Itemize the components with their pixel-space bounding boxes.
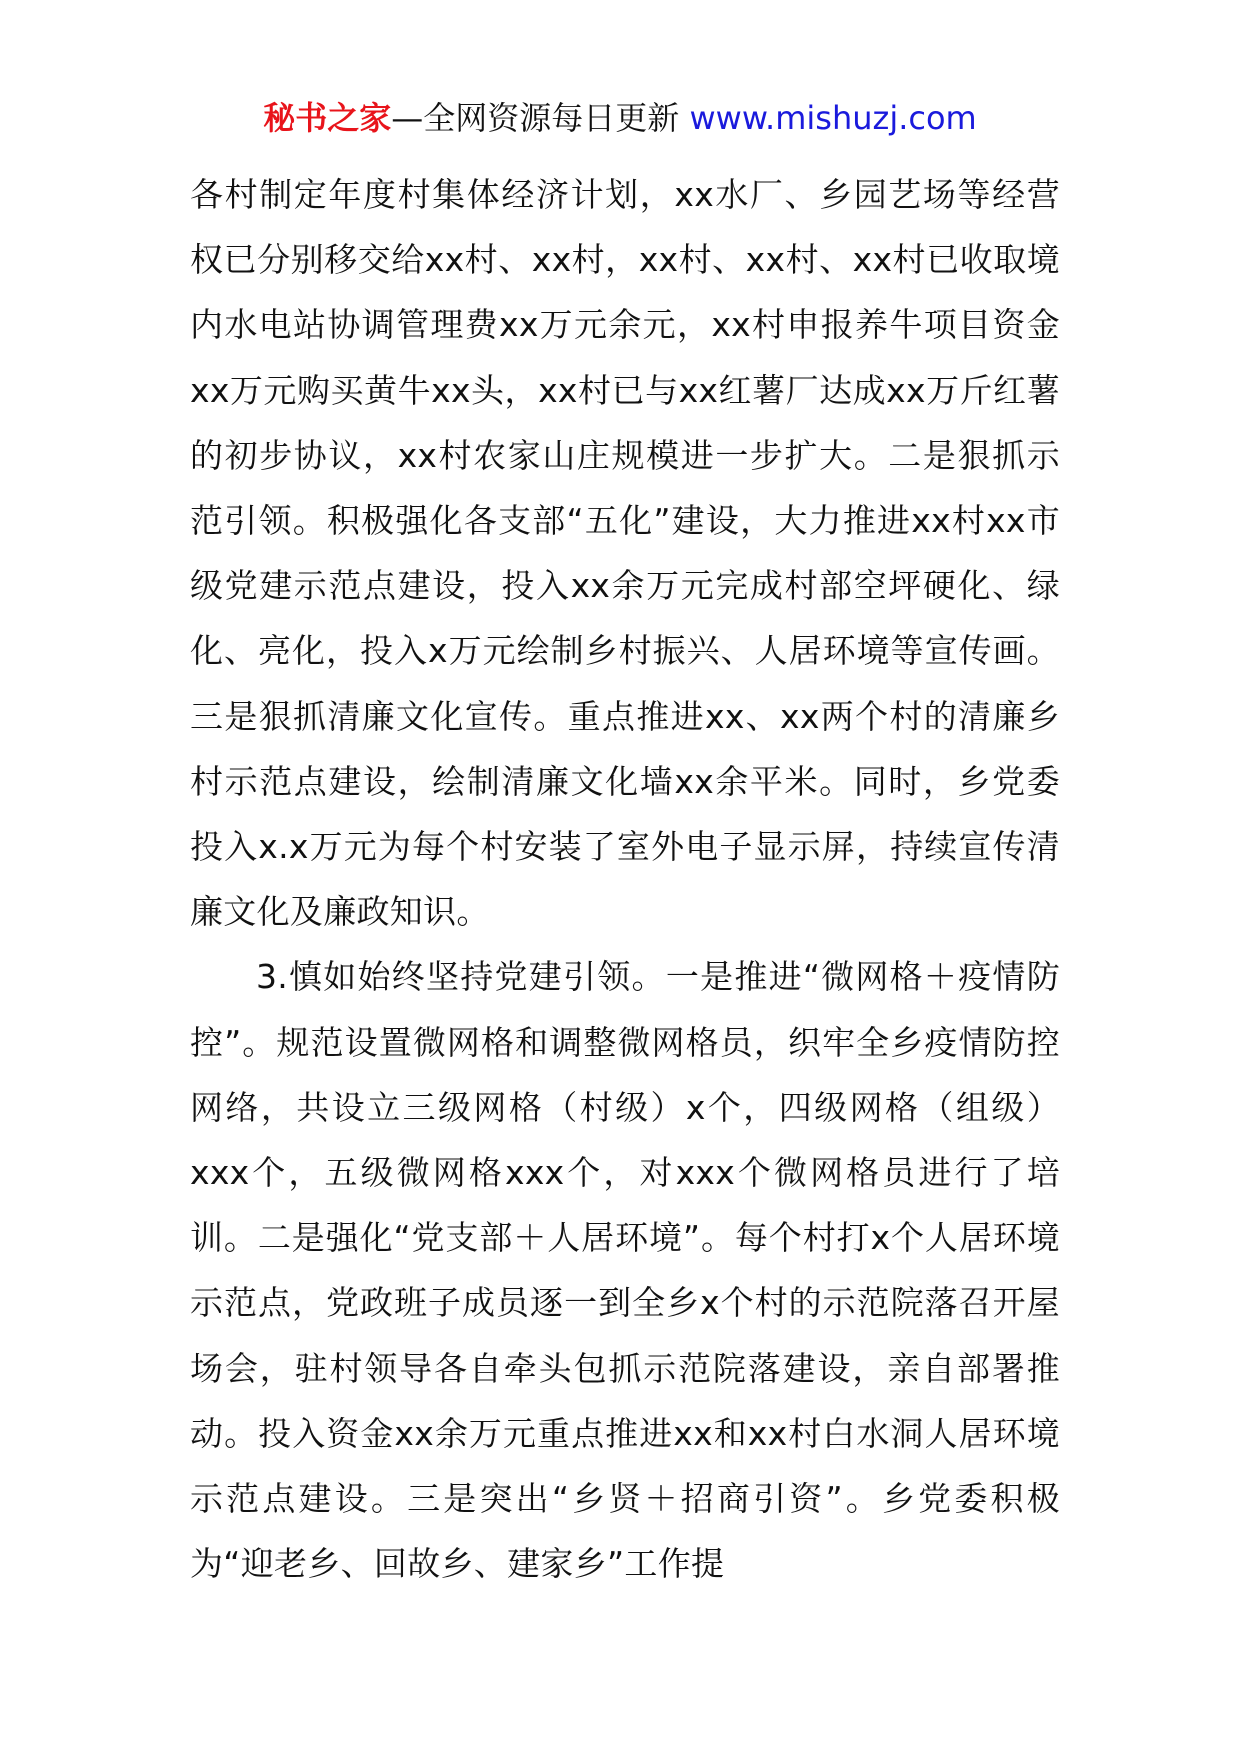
- site-brand: 秘书之家: [263, 99, 392, 137]
- paragraph-section-3: 3.慎如始终坚持党建引领。一是推进“微网格＋疫情防控”。规范设置微网格和调整微网格员，织牢全乡疫情防控网络，共设立三级网格（村级）x个，四级网格（组级）xxx个，五级微网格xxx个，对xxx个微网格员进行了培训。二是强化“党支部＋人居环境”。每个村打x个人居环境示范点，党政班子成员逐一到全乡x个村的示范院落召开屋场会，驻村领导各自牵头包抓示范院落建设，亲自部署推动。投入资金xx余万元重点推进xx和xx村白水洞人居环境示范点建设。三是突出“乡贤＋招商引资”。乡党委积极为“迎老乡、回故乡、建家乡”工作提: [190, 957, 1060, 1584]
- site-slogan: —全网资源每日更新: [391, 99, 690, 137]
- document-body: [190, 162, 1060, 1596]
- paragraph-continued: 各村制定年度村集体经济计划，xx水厂、乡园艺场等经营权已分别移交给xx村、xx村，xx村、xx村、xx村已收取境内水电站协调管理费xx万元余元，xx村申报养牛项目资金xx万元购买黄牛xx头，xx村已与xx红薯厂达成xx万斤红薯的初步协议，xx村农家山庄规模进一步扩大。二是狠抓示范引领。积极强化各支部“五化”建设，大力推进xx村xx市级党建示范点建设，投入xx余万元完成村部空坪硬化、绿化、亮化，投入x万元绘制乡村振兴、人居环境等宣传画。三是狠抓清廉文化宣传。重点推进xx、xx两个村的清廉乡村示范点建设，绘制清廉文化墙xx余平米。同时，乡党委投入x.x万元为每个村安装了室外电子显示屏，持续宣传清廉文化及廉政知识。: [190, 175, 1060, 932]
- site-header: [0, 98, 1240, 138]
- site-url[interactable]: www.mishuzj.com: [689, 99, 977, 137]
